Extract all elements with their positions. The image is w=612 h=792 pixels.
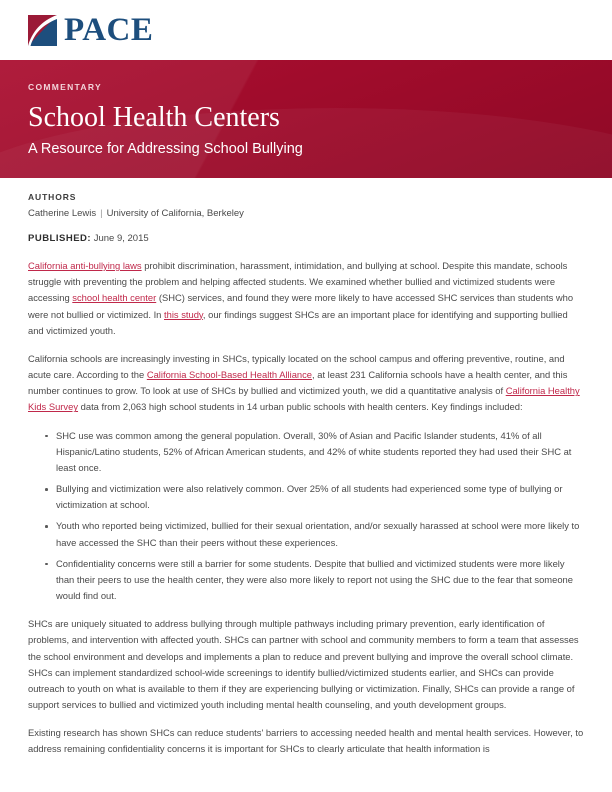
author-name: Catherine Lewis: [28, 208, 97, 219]
site-header: [0, 0, 612, 60]
article-metadata: [28, 178, 584, 244]
link-california-school-based-health-alliance[interactable]: California School-Based Health Alliance: [146, 369, 313, 381]
pace-diagonal-square-icon: [28, 15, 57, 46]
pace-wordmark: PACE: [64, 11, 154, 48]
paragraph-2-text-1: California schools are increasingly investing in SHCs, typically located on the school campus and offering preventive, routine, and acute care. According to the: [28, 352, 565, 381]
content-type-label: COMMENTARY: [28, 82, 102, 92]
link-california-healthy-kids-survey[interactable]: California Healthy Kids Survey: [28, 385, 580, 413]
paragraph-3: SHCs are uniquely situated to address bullying through multiple pathways including primary prevention, early identification of problems, and intervention with affected youth. SHCs can partner with school and community members to form a team that assesses the school environment and develops and implements a plan to reduce and prevent bullying and improve the overall school climate. SHCs can implement standardized school-wide screenings to identify bullied/victimized students earlier, and SHCs can provide outreach to youth on what is available to them if they are experiencing bullying or victimization. Finally, SHCs can provide a range of support services to bullied and victimized youth including mental health counseling, and youth development groups.: [28, 618, 579, 711]
published-line: [28, 233, 584, 244]
author-line: [28, 208, 584, 219]
list-item: Youth who reported being victimized, bullied for their sexual orientation, and/or sexually harassed at school were more likely to have accessed the SHC than their peers without these experiences.: [45, 518, 584, 550]
pace-logo[interactable]: [28, 11, 154, 48]
article-body: [0, 178, 612, 758]
paragraph-1-text-2: (SHC) services, and found they were more likely to have accessed SHC services than students who were not bullied or victimized. In: [28, 292, 574, 320]
paragraph-4: Existing research has shown SHCs can reduce students' barriers to accessing needed health and mental health services. However, to address remaining confidentiality concerns it is important for SHCs to clearly articulate that health information is: [28, 727, 584, 755]
page-title: School Health Centers: [28, 102, 280, 133]
list-item: SHC use was common among the general population. Overall, 30% of Asian and Pacific Islander students, 41% of all Hispanic/Latino students, 52% of African American students, and 42% of white students reported they had used their SHC at least once.: [45, 428, 584, 477]
published-label: PUBLISHED:: [28, 233, 92, 244]
paragraph-1-text-3: , our findings suggest SHCs are an important place for identifying and supporting bullied and victimized youth.: [28, 308, 568, 336]
link-this-study[interactable]: this study: [164, 308, 203, 320]
published-date: June 9, 2015: [93, 233, 149, 244]
paragraph-2-text-3: data from 2,063 high school students in 14 urban public schools with health centers. Key findings included:: [78, 401, 523, 413]
list-item: Bullying and victimization were also relatively common. Over 25% of all students had experienced some type of bullying or victimization at school.: [45, 481, 584, 513]
link-california-anti-bullying-laws[interactable]: California anti-bullying laws: [28, 260, 142, 271]
title-banner: [0, 60, 612, 178]
author-affiliation: University of California, Berkeley: [106, 208, 244, 219]
paragraph-2: [28, 351, 584, 416]
paragraph-1-text-1: prohibit discrimination, harassment, intimidation, and bullying at school. Despite this mandate, schools struggle with preventing the problem and helping affected students. We examined whether bullied and victimized students were accessing: [28, 260, 568, 304]
page-subtitle: A Resource for Addressing School Bullying: [28, 141, 303, 158]
key-findings-list: [28, 428, 584, 605]
authors-label: AUTHORS: [28, 192, 77, 202]
link-school-health-center[interactable]: school health center: [72, 292, 157, 304]
author-separator: |: [100, 208, 103, 219]
paragraph-2-text-2: , at least 231 California schools have a health center, and this number continues to grow. To look at use of SHCs by bullied and victimized youth, we did a quantitative analysis of: [28, 369, 568, 397]
list-item: Confidentiality concerns were still a barrier for some students. Despite that bullied and victimized students were more likely than their peers to use the health center, they were also more likely to report not using the SHC due to the fear that someone would find out.: [45, 556, 584, 605]
paragraph-1: [28, 258, 584, 339]
